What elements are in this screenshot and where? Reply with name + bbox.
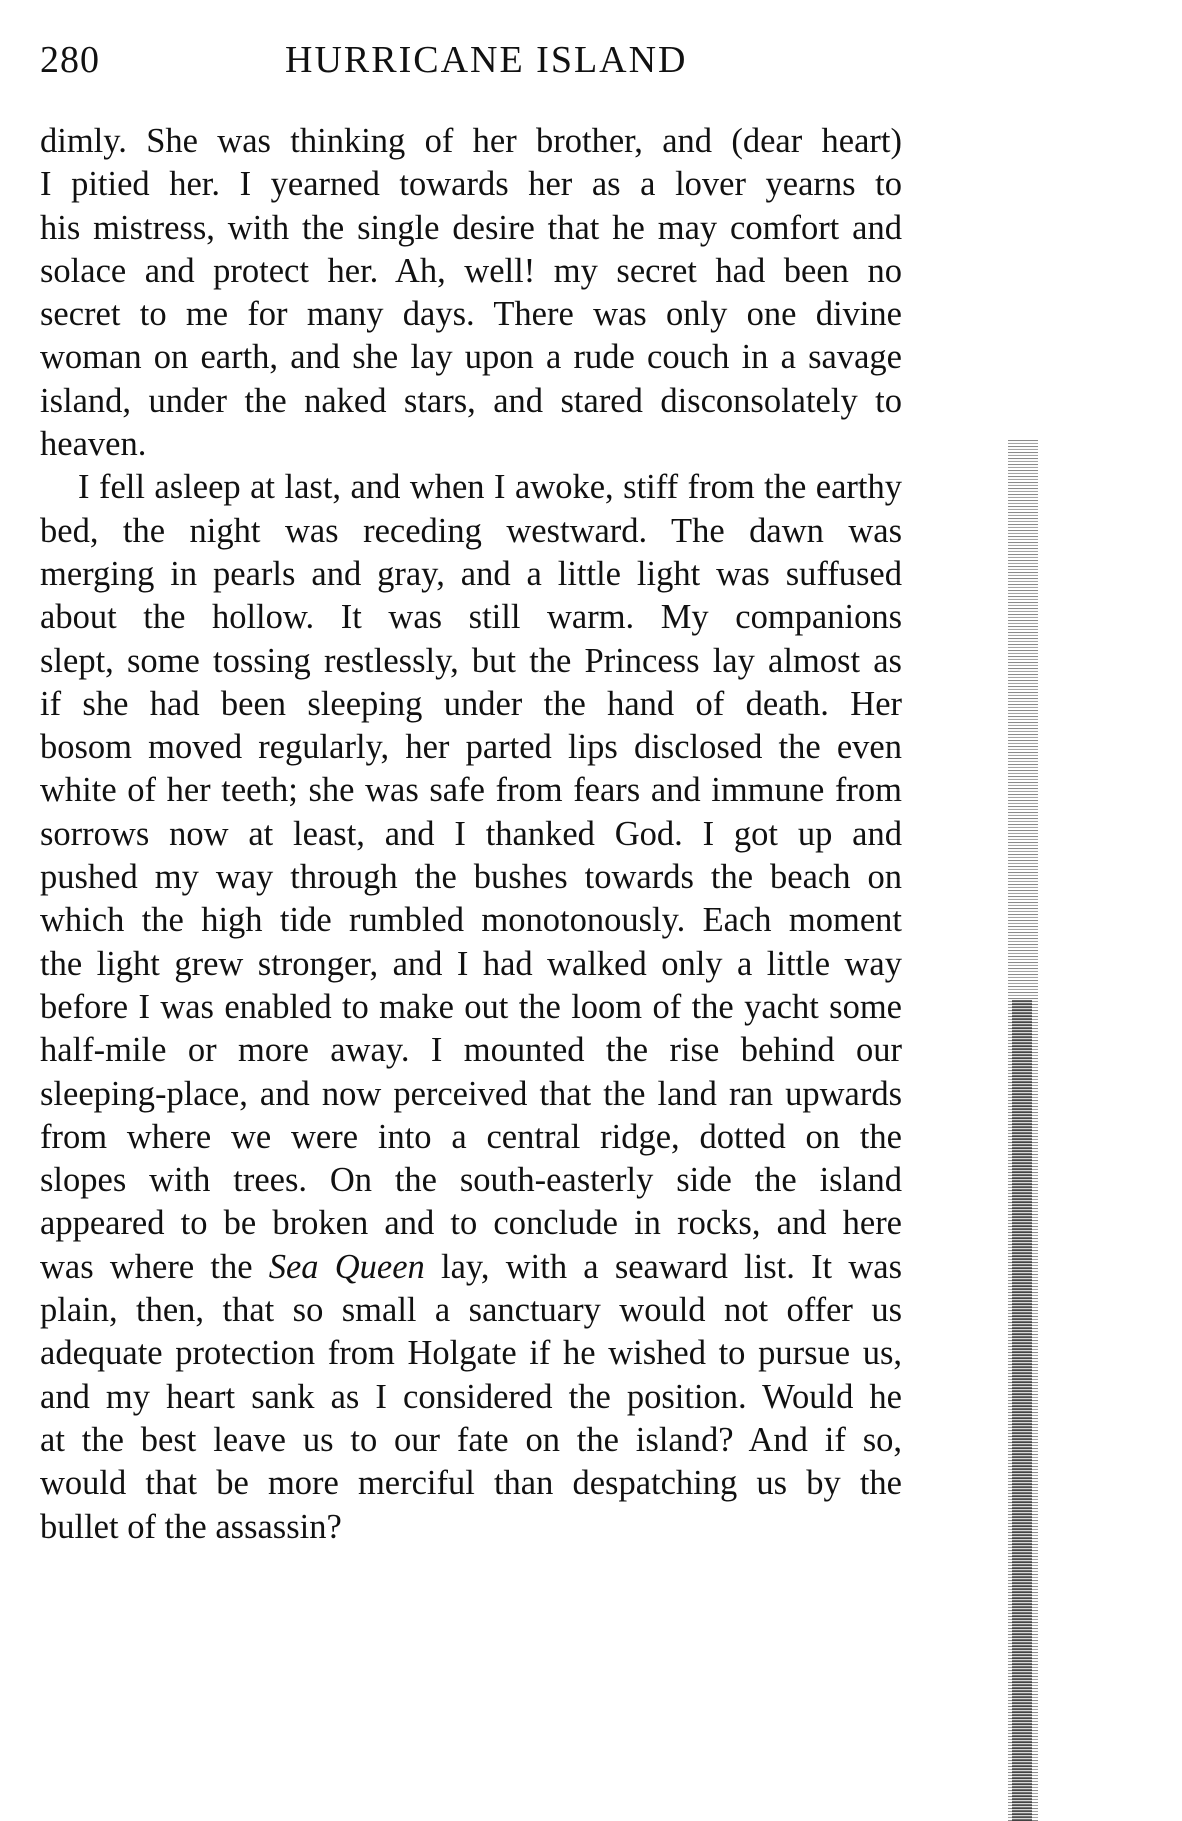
text-line: at the best leave us to our fate on the island? And if so, [40,1420,902,1459]
text-line: heaven. [40,425,147,464]
text-line: and my heart sank as I considered the position. Would he [40,1377,902,1416]
text-line: would that be more merciful than despatching us by the [40,1464,902,1503]
text-line: secret to me for many days. There was only one divine [40,295,902,334]
page-edge-texture [1012,1000,1032,1821]
text-line: pushed my way through the bushes towards the beach on [40,858,902,897]
text-line: white of her teeth; she was safe from fears and immune from [40,771,902,810]
text-line: sleeping-place, and now perceived that the land ran upwards [40,1074,902,1113]
text-line: bed, the night was receding westward. The dawn was [40,511,902,550]
text-line: from where we were into a central ridge, dotted on the [40,1117,902,1156]
running-title: HURRICANE ISLAND [285,39,688,81]
text-line: slopes with trees. On the south-easterly side the island [40,1161,902,1200]
paragraph-1 [40,120,902,466]
text-line: if she had been sleeping under the hand of death. Her [40,684,902,723]
text-line: I fell asleep at last, and when I awoke, stiff from the earthy [78,468,902,507]
body-text [40,120,902,1549]
text-line: appeared to be broken and to conclude in rocks, and here [40,1204,902,1243]
text-line: bullet of the assassin? [40,1507,342,1546]
text-segment: was where the [40,1247,269,1286]
page-number: 280 [40,39,100,81]
text-line: merging in pearls and gray, and a little light was suffused [40,554,902,593]
text-line: before I was enabled to make out the loom of the yacht some [40,987,902,1026]
ship-name: Sea Queen [268,1247,425,1286]
text-line: solace and protect her. Ah, well! my secret had been no [40,251,902,290]
text-line: sorrows now at least, and I thanked God. I got up and [40,814,902,853]
text-line: about the hollow. It was still warm. My companions [40,598,902,637]
text-line: slept, some tossing restlessly, but the Princess lay almost as [40,641,902,680]
text-line: which the high tide rumbled monotonously. Each moment [40,901,902,940]
text-line: woman on earth, and she lay upon a rude couch in a savage [40,338,902,377]
text-line: dimly. She was thinking of her brother, and (dear heart) [40,122,902,160]
text-line-with-italic [40,1246,902,1289]
text-line: plain, then, that so small a sanctuary would not offer us [40,1291,902,1330]
paragraph-2 [40,466,902,1548]
page-header [40,30,1040,90]
text-line: bosom moved regularly, her parted lips disclosed the even [40,728,902,767]
text-line: adequate protection from Holgate if he wished to pursue us, [40,1334,902,1373]
text-line: island, under the naked stars, and stared disconsolately to [40,381,902,420]
text-line: his mistress, with the single desire that he may comfort and [40,208,902,247]
text-line: I pitied her. I yearned towards her as a lover yearns to [40,165,902,204]
text-line: the light grew stronger, and I had walked only a little way [40,944,902,983]
text-segment: lay, with a seaward list. It was [424,1247,903,1286]
text-line: half-mile or more away. I mounted the rise behind our [40,1031,902,1070]
